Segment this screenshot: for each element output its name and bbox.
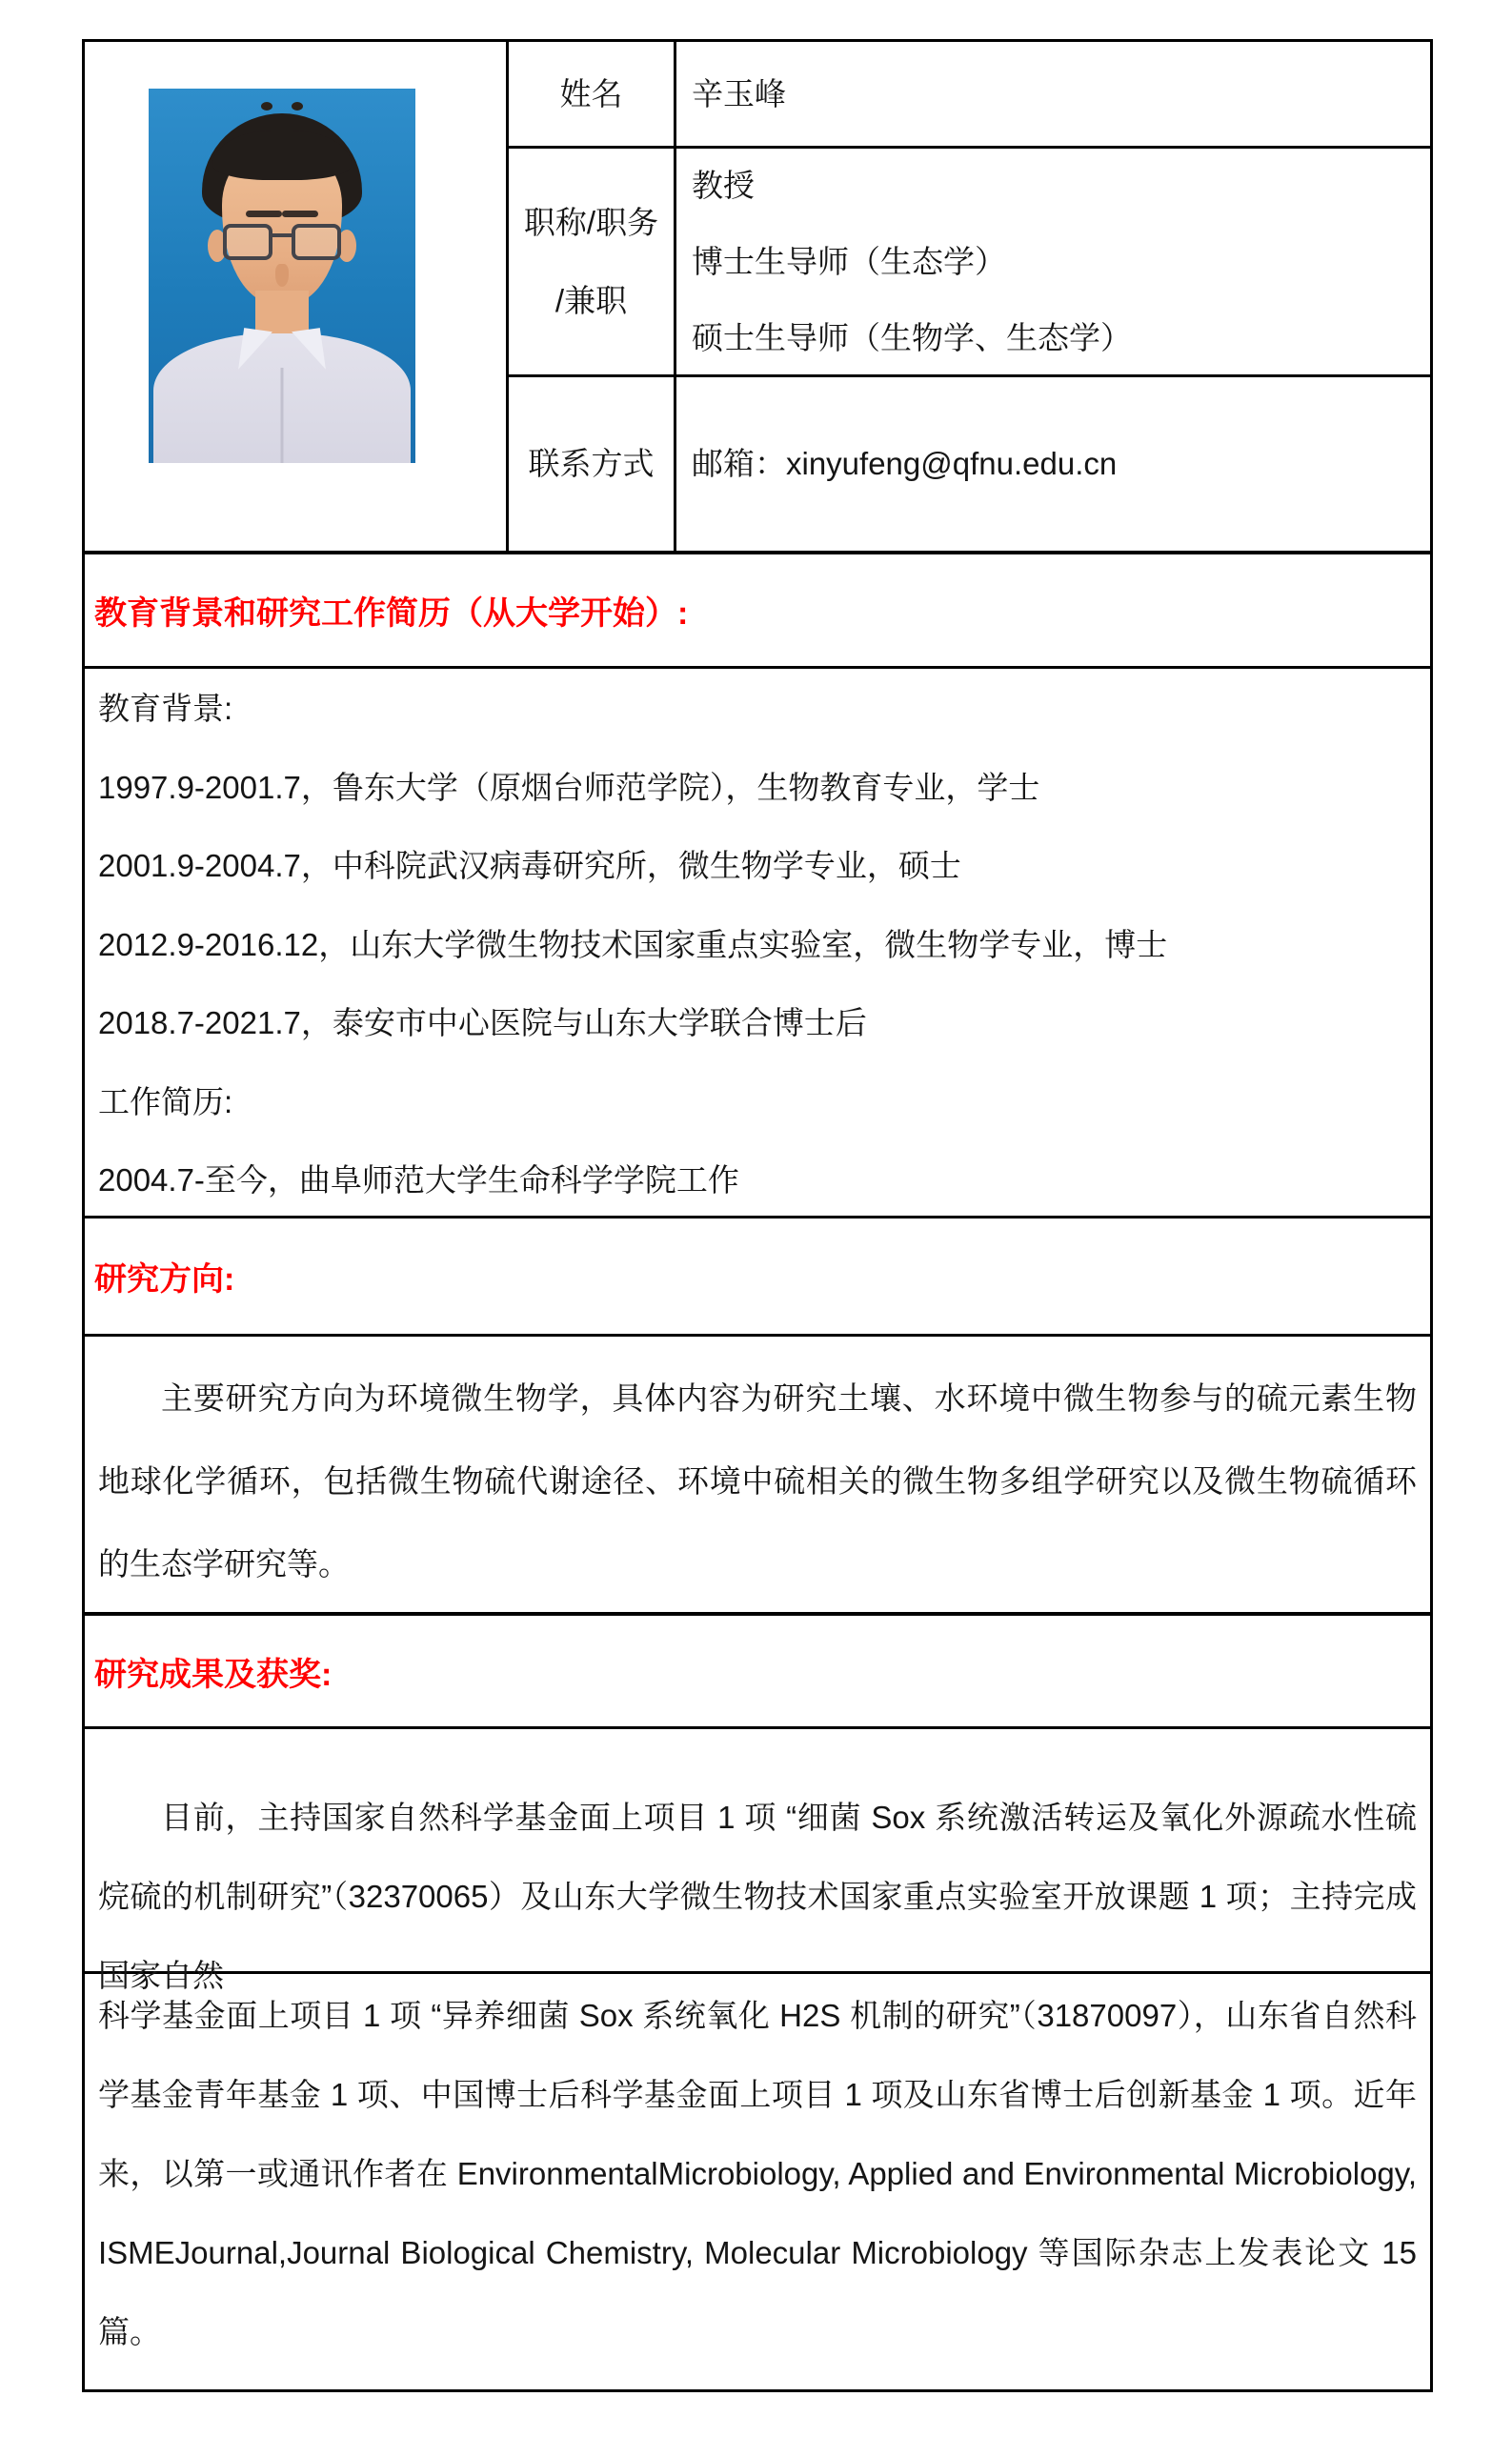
photo-eyebrow-right	[282, 211, 318, 217]
email-text: 邮箱：xinyufeng@qfnu.edu.cn	[692, 446, 1118, 481]
achievements-paragraph-part1: 目前，主持国家自然科学基金面上项目 1 项 “细菌 Sox 系统激活转运及氧化外源疏水性硫烷硫的机制研究”（32370065）及山东大学微生物技术国家重点实验室开放课题 1 项；主持完成国家自然	[85, 1729, 1430, 1974]
photo-cell	[85, 42, 509, 551]
title-label: 职称/职务 /兼职	[509, 149, 676, 377]
achievements-paragraph-part2: 科学基金面上项目 1 项 “异养细菌 Sox 系统氧化 H2S 机制的研究”（31870097），山东省自然科学基金青年基金 1 项、中国博士后科学基金面上项目 1 项及山东省博士后创新基金 1 项。近年来，以第一或通讯作者在 EnvironmentalMicrobiology, Applied and Environmental Microbiology, ISMEJournal,Journal Biological Chemistry, Molecular Microbiology 等国际杂志上发表论文 15 篇。	[98, 1998, 1417, 2349]
photo-glasses	[223, 224, 341, 262]
section-header-achievements: 研究成果及获奖:	[85, 1616, 1430, 1729]
photo-shirt	[153, 333, 411, 463]
photo-eye-right	[292, 102, 303, 111]
section-header-research-direction: 研究方向:	[85, 1218, 1430, 1337]
portrait-photo	[149, 89, 415, 463]
education-history	[85, 669, 1430, 1218]
education-entry: 2018.7-2021.7，泰安市中心医院与山东大学联合博士后	[98, 1005, 867, 1040]
contact-value	[676, 377, 1430, 551]
research-direction-paragraph: 主要研究方向为环境微生物学，具体内容为研究土壤、水环境中微生物参与的硫元素生物地球化学循环，包括微生物硫代谢途径、环境中硫相关的微生物多组学研究以及微生物硫循环的生态学研究等。	[85, 1337, 1430, 1616]
work-history-entry: 2004.7-至今，曲阜师范大学生命科学学院工作	[98, 1162, 739, 1198]
photo-nose	[275, 264, 289, 287]
name-label: 姓名	[509, 42, 676, 149]
title-values	[676, 149, 1430, 377]
section-header-education-background: 教育背景和研究工作简历（从大学开始）:	[85, 554, 1430, 669]
name-value: 辛玉峰	[676, 42, 1430, 149]
profile-table	[82, 39, 1433, 2392]
basic-info-table	[85, 42, 1430, 554]
title-phd-supervisor: 博士生导师（生态学）	[692, 243, 1006, 279]
education-entry: 2012.9-2016.12，山东大学微生物技术国家重点实验室，微生物学专业，博士	[98, 926, 1168, 962]
photo-eye-left	[261, 102, 272, 111]
photo-eyebrow-left	[246, 211, 282, 217]
education-subheading: 教育背景:	[98, 691, 233, 726]
title-msc-supervisor: 硕士生导师（生物学、生态学）	[692, 319, 1132, 355]
education-entry: 1997.9-2001.7，鲁东大学（原烟台师范学院），生物教育专业，学士	[98, 769, 1040, 805]
title-professor: 教授	[692, 167, 755, 203]
contact-label: 联系方式	[509, 377, 676, 551]
education-entry: 2001.9-2004.7，中科院武汉病毒研究所，微生物学专业，硕士	[98, 848, 961, 883]
work-history-subheading: 工作简历:	[98, 1083, 233, 1119]
